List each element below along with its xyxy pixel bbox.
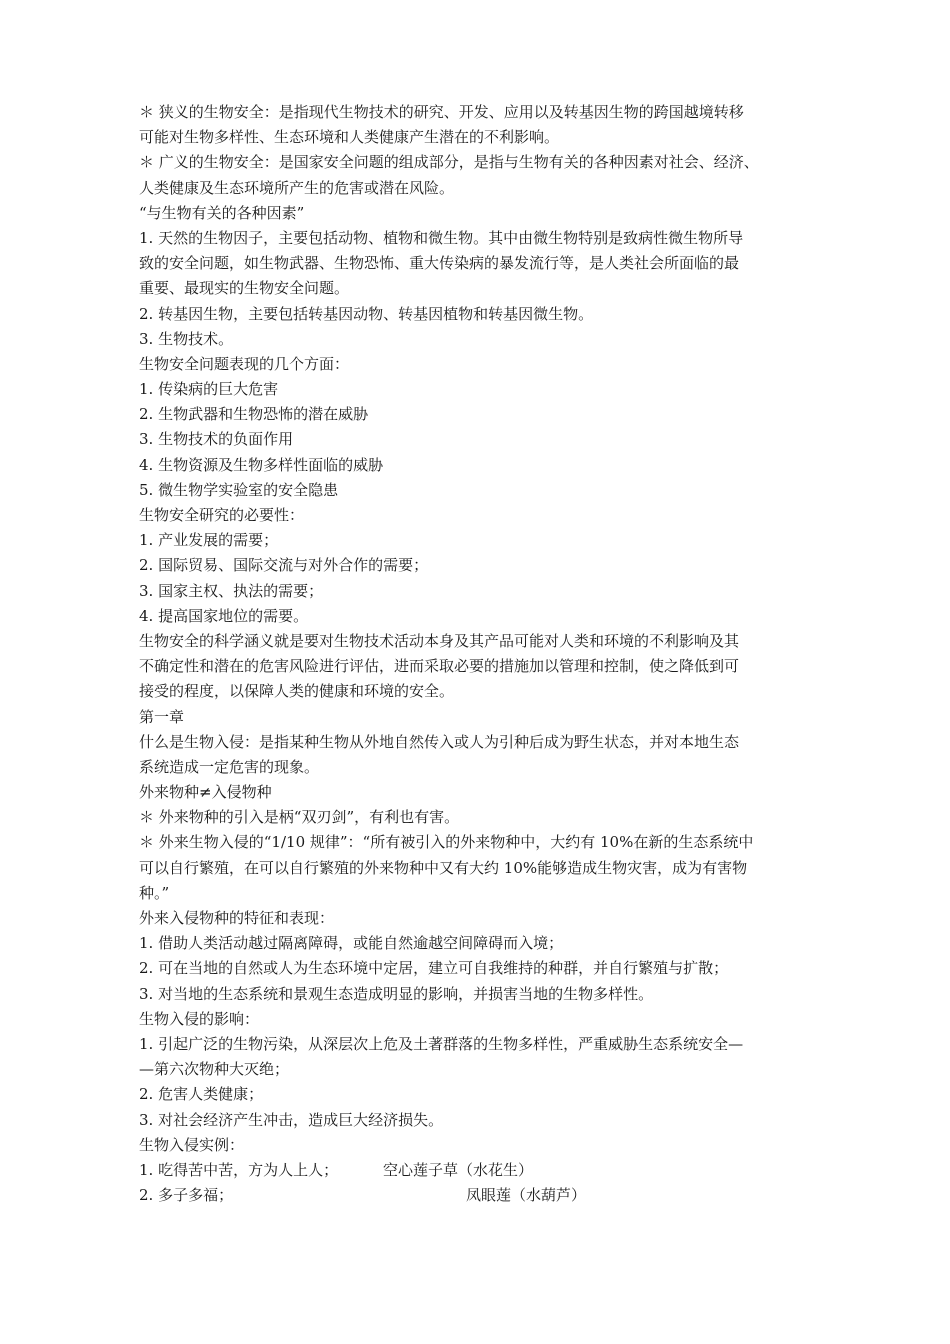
text-line: ＊ 广义的生物安全：是国家安全问题的组成部分，是指与生物有关的各种因素对社会、经济、 — [139, 153, 759, 172]
document-body — [139, 100, 819, 1208]
text-line: 3. 国家主权、执法的需要； — [139, 581, 324, 600]
text-line: 外来物种≠入侵物种 — [139, 783, 272, 802]
text-line: ＊ 外来生物入侵的“1/10 规律”：“所有被引入的外来物种中，大约有 10%在新的生态系统中 — [139, 833, 754, 852]
text-line: 1. 天然的生物因子，主要包括动物、植物和微生物。其中由微生物特别是致病性微生物所导 — [139, 228, 744, 247]
text-line: 1. 产业发展的需要； — [139, 531, 279, 550]
text-line: 3. 对社会经济产生冲击，造成巨大经济损失。 — [139, 1110, 444, 1129]
text-line: 什么是生物入侵：是指某种生物从外地自然传入或人为引种后成为野生状态，并对本地生态 — [139, 732, 740, 751]
text-line: 生物安全问题表现的几个方面： — [139, 354, 350, 373]
text-line: 不确定性和潜在的危害风险进行评估，进而采取必要的措施加以管理和控制，使之降低到可 — [139, 657, 740, 676]
text-line: 1. 借助人类活动越过隔离障碍，或能自然逾越空间障碍而入境； — [139, 934, 564, 953]
text-line: 2. 国际贸易、国际交流与对外合作的需要； — [139, 556, 429, 575]
text-line: 2. 转基因生物，主要包括转基因动物、转基因植物和转基因微生物。 — [139, 304, 594, 323]
text-line: 2. 生物武器和生物恐怖的潜在威胁 — [139, 405, 369, 424]
text-line: 生物安全研究的必要性： — [139, 506, 305, 524]
text-line: 2. 危害人类健康； — [139, 1085, 264, 1104]
text-line: 1. 引起广泛的生物污染，从深层次上危及土著群落的生物多样性，严重威胁生态系统安全— — [139, 1034, 744, 1053]
text-line: ＊ 狭义的生物安全：是指现代生物技术的研究、开发、应用以及转基因生物的跨国越境转移 — [139, 103, 744, 121]
text-line: 外来入侵物种的特征和表现： — [139, 909, 335, 927]
example-species: 凤眼莲（水葫芦） — [466, 1186, 587, 1205]
example-saying: 2. 多子多福； — [139, 1186, 234, 1205]
text-line: 重要、最现实的生物安全问题。 — [139, 279, 350, 298]
text-line: 4. 提高国家地位的需要。 — [139, 606, 309, 625]
text-line: 生物入侵实例： — [139, 1135, 245, 1154]
text-line: 3. 对当地的生态系统和景观生态造成明显的影响，并损害当地的生物多样性。 — [139, 984, 654, 1003]
text-line: 1. 传染病的巨大危害 — [139, 380, 279, 399]
text-line: 3. 生物技术。 — [139, 329, 234, 348]
text-line: 第一章 — [139, 707, 185, 726]
example-row — [139, 1158, 819, 1183]
text-line: 2. 可在当地的自然或人为生态环境中定居，建立可自我维持的种群，并自行繁殖与扩散； — [139, 959, 729, 978]
text-line: 系统造成一定危害的现象。 — [139, 757, 320, 776]
text-line: 4. 生物资源及生物多样性面临的威胁 — [139, 455, 384, 474]
text-line: ＊ 外来物种的引入是柄“双刃剑”，有利也有害。 — [139, 808, 460, 827]
text-line: 种。” — [139, 883, 170, 902]
text-line: 生物安全的科学涵义就是要对生物技术活动本身及其产品可能对人类和环境的不利影响及其 — [139, 631, 740, 650]
text-line: “与生物有关的各种因素” — [139, 203, 305, 222]
text-line: 人类健康及生态环境所产生的危害或潜在风险。 — [139, 178, 455, 197]
text-line: —第六次物种大灭绝； — [139, 1060, 290, 1079]
text-line: 致的安全问题，如生物武器、生物恐怖、重大传染病的暴发流行等，是人类社会所面临的最 — [139, 254, 740, 273]
text-line: 生物入侵的影响： — [139, 1009, 260, 1028]
text-line: 可以自行繁殖，在可以自行繁殖的外来物种中又有大约 10%能够造成生物灾害，成为有害物 — [139, 858, 748, 877]
example-saying: 1. 吃得苦中苦，方为人上人； — [139, 1160, 339, 1179]
example-species: 空心莲子草（水花生） — [383, 1160, 534, 1179]
text-line: 5. 微生物学实验室的安全隐患 — [139, 480, 339, 499]
text-line: 可能对生物多样性、生态环境和人类健康产生潜在的不利影响。 — [139, 128, 560, 147]
text-line: 3. 生物技术的负面作用 — [139, 430, 294, 449]
example-row — [139, 1183, 819, 1208]
text-line: 接受的程度，以保障人类的健康和环境的安全。 — [139, 682, 455, 701]
